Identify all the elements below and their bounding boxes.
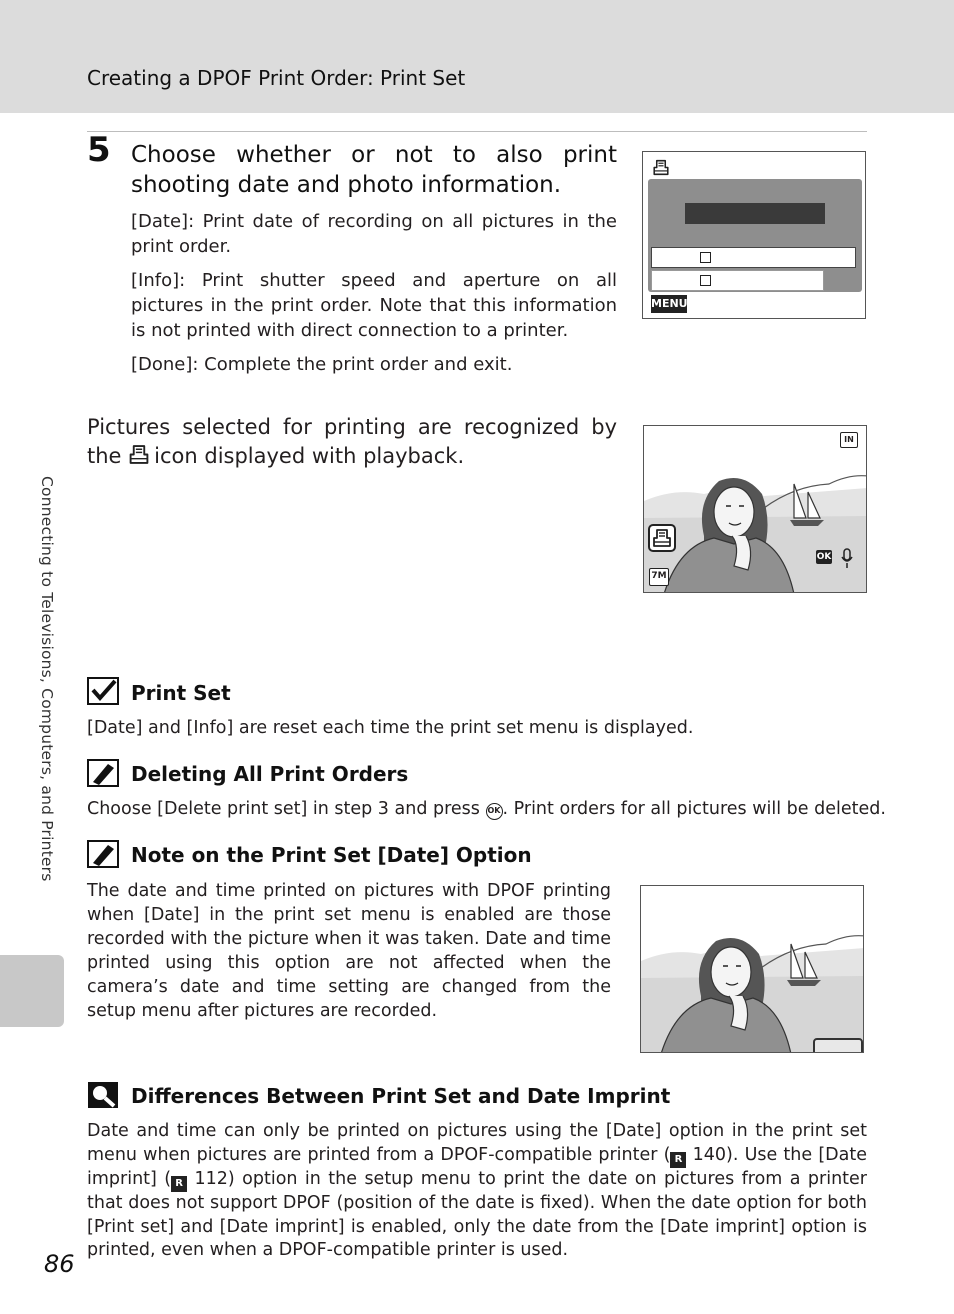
print-order-icon [652, 528, 672, 548]
print-order-icon [128, 444, 150, 465]
microphone-icon [840, 548, 854, 570]
ok-button-icon: OK [486, 803, 503, 820]
pencil-note-icon [87, 840, 119, 868]
differences-note-title: Differences Between Print Set and Date Imprint [131, 1084, 671, 1108]
menu-panel [648, 179, 862, 292]
delete-orders-note-text [87, 797, 886, 821]
menu-option-date[interactable] [651, 247, 856, 268]
date-imprint-area [813, 1038, 863, 1053]
internal-memory-icon: IN [840, 432, 858, 448]
delete-orders-text-start: Choose [Delete print set] in step 3 and press [87, 799, 480, 819]
date-description: [Date]: Print date of recording on all pictures in the print order. [131, 211, 617, 257]
date-printed-photo [640, 885, 864, 1053]
date-option-note-text: The date and time printed on pictures with DPOF printing when [Date] in the print set menu is enabled are those recorded with the picture when it was taken. Date and time printed using this option are not affected when the camera’s date and time setting are changed from the setup menu after pictures are recorded. [87, 881, 611, 1021]
differences-text-2: 140). Use the [Date imprint] ( [87, 1144, 867, 1189]
ok-button-icon: OK [816, 552, 832, 562]
playback-photo [644, 426, 867, 593]
intro-text-end: icon displayed with playback. [154, 444, 465, 468]
chapter-side-label: Connecting to Televisions, Computers, and Printers [38, 476, 56, 882]
page-header-title: Creating a DPOF Print Order: Print Set [87, 66, 466, 90]
menu-title-bar [685, 203, 825, 224]
differences-text-1: Date and time can only be printed on pictures using the [Date] option in the print set menu when pictures are printed from a DPOF-compatible printer ( [87, 1121, 867, 1165]
print-set-note-title: Print Set [131, 681, 231, 705]
section-divider [87, 131, 867, 132]
date-option-note-title: Note on the Print Set [Date] Option [131, 843, 532, 867]
menu-button-icon: MENU [651, 295, 687, 313]
header-band [0, 0, 954, 113]
check-note-icon [87, 677, 119, 705]
intro-text-start: Pictures selected for printing are recognized by the [87, 415, 617, 468]
differences-note-text [87, 1120, 867, 1263]
delete-orders-text-end: . Print orders for all pictures will be deleted. [502, 799, 886, 819]
print-order-indicator [648, 524, 676, 552]
pencil-note-icon [87, 759, 119, 787]
page-reference-icon: R [171, 1176, 187, 1192]
page-reference-icon: R [670, 1152, 686, 1168]
checkbox-icon [700, 275, 711, 286]
playback-intro [87, 413, 617, 471]
differences-text-3: 112) option in the setup menu to print the date on pictures from a printer that does not support DPOF (position of the date is fixed). When the date option for both [Print set] and [Date imprint] is enabled, only the date from the [Date imprint] option is printed, even when a DPOF-compatible printer is used. [87, 1168, 867, 1261]
menu-option-info[interactable] [651, 270, 824, 291]
print-set-menu-screen [642, 151, 866, 319]
done-description: [Done]: Complete the print order and exit. [131, 354, 513, 375]
info-description: [Info]: Print shutter speed and aperture on all pictures in the print order. Note that this information is not printed with direct connection to a printer. [131, 270, 617, 341]
page-number: 86 [44, 1250, 75, 1278]
checkbox-icon [700, 252, 711, 263]
delete-orders-note-title: Deleting All Print Orders [131, 762, 409, 786]
playback-screen [643, 425, 867, 593]
magnifier-note-icon [87, 1081, 119, 1109]
sample-photo [641, 886, 864, 1053]
print-order-icon [652, 159, 670, 176]
image-size-icon: 7M [649, 568, 669, 586]
step-number: 5 [87, 130, 111, 170]
step-title: Choose whether or not to also print shooting date and photo information. [131, 142, 617, 198]
chapter-tab [0, 955, 64, 1027]
print-set-note-text: [Date] and [Info] are reset each time the print set menu is displayed. [87, 718, 694, 738]
